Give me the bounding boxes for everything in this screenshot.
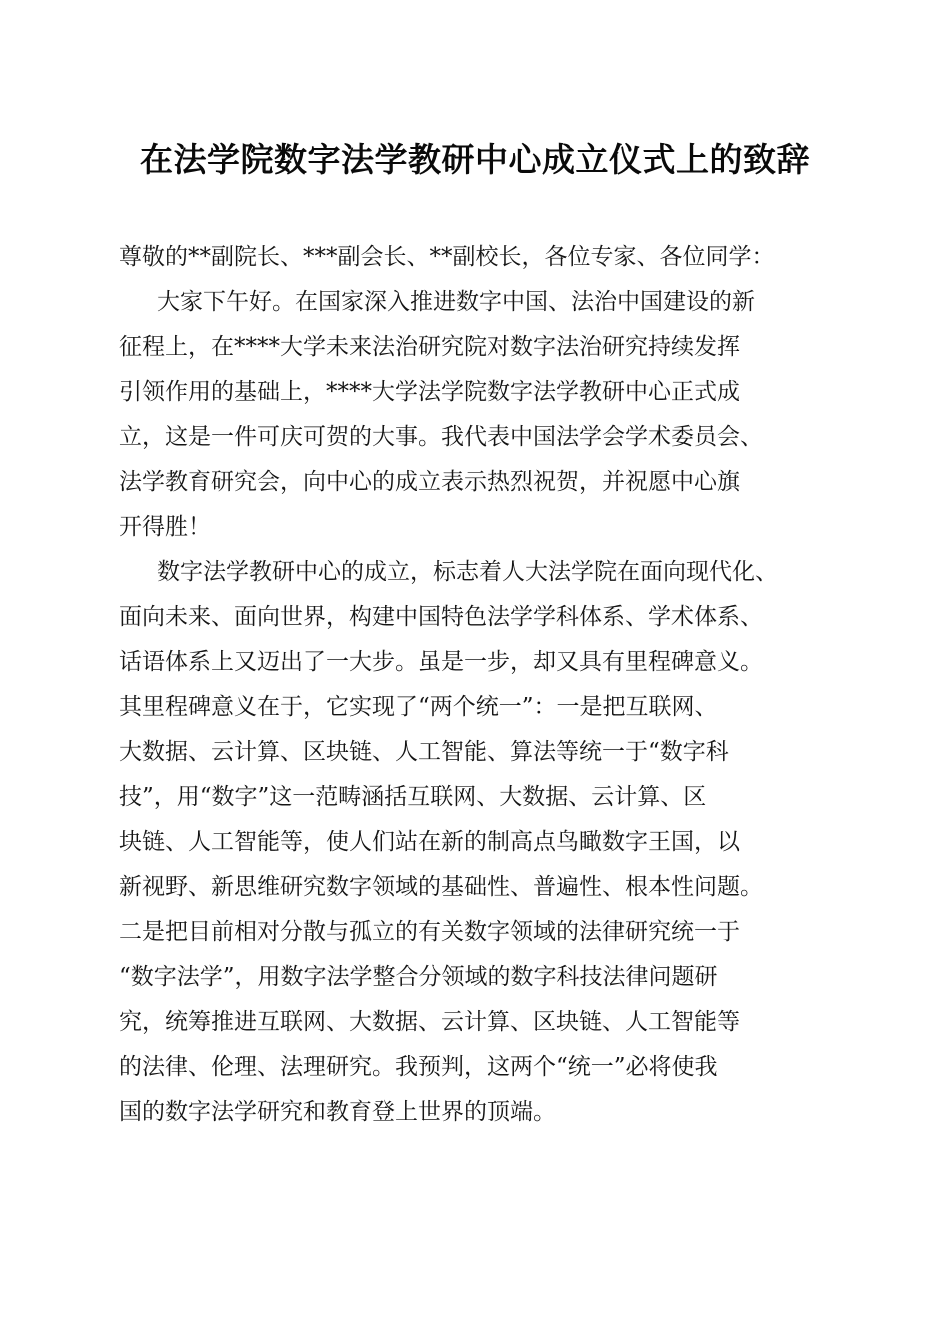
paragraph-1-line: 开得胜！ xyxy=(119,514,211,540)
paragraph-1-line: 法学教育研究会，向中心的成立表示热烈祝贺，并祝愿中心旗 xyxy=(119,469,740,495)
paragraph-1-line: 征程上，在****大学未来法治研究院对数字法治研究持续发挥 xyxy=(119,334,740,360)
paragraph-2-line: 新视野、新思维研究数字领域的基础性、普遍性、根本性问题。 xyxy=(119,874,763,900)
paragraph-2-line: 的法律、伦理、法理研究。我预判，这两个“统一”必将使我 xyxy=(119,1054,718,1080)
paragraph-1-line: 立，这是一件可庆可贺的大事。我代表中国法学会学术委员会、 xyxy=(119,424,763,450)
document-body xyxy=(119,235,844,1135)
paragraph-2-line: 其里程碑意义在于，它实现了“两个统一”：一是把互联网、 xyxy=(119,694,718,720)
paragraph-2-line: 话语体系上又迈出了一大步。虽是一步，却又具有里程碑意义。 xyxy=(119,649,763,675)
paragraph-2-line: 数字法学教研中心的成立，标志着人大法学院在面向现代化、 xyxy=(157,559,778,585)
paragraph-2-line: 面向未来、面向世界，构建中国特色法学学科体系、学术体系、 xyxy=(119,604,763,630)
paragraph-2-line: 国的数字法学研究和教育登上世界的顶端。 xyxy=(119,1099,556,1125)
paragraph-2-line: 块链、人工智能等，使人们站在新的制高点鸟瞰数字王国，以 xyxy=(119,829,740,855)
paragraph-1-line: 大家下午好。在国家深入推进数字中国、法治中国建设的新 xyxy=(157,289,755,315)
paragraph-2-line: “数字法学”，用数字法学整合分领域的数字科技法律问题研 xyxy=(119,964,718,990)
document-title: 在法学院数字法学教研中心成立仪式上的致辞 xyxy=(140,140,810,179)
paragraph-2-line: 技”，用“数字”这一范畴涵括互联网、大数据、云计算、区 xyxy=(119,784,707,810)
paragraph-2-line: 二是把目前相对分散与孤立的有关数字领域的法律研究统一于 xyxy=(119,919,740,945)
salutation: 尊敬的**副院长、***副会长、**副校长，各位专家、各位同学： xyxy=(119,244,775,270)
paragraph-1-line: 引领作用的基础上，****大学法学院数字法学教研中心正式成 xyxy=(119,379,740,405)
paragraph-2-line: 究，统筹推进互联网、大数据、云计算、区块链、人工智能等 xyxy=(119,1009,740,1035)
paragraph-2-line: 大数据、云计算、区块链、人工智能、算法等统一于“数字科 xyxy=(119,739,729,765)
